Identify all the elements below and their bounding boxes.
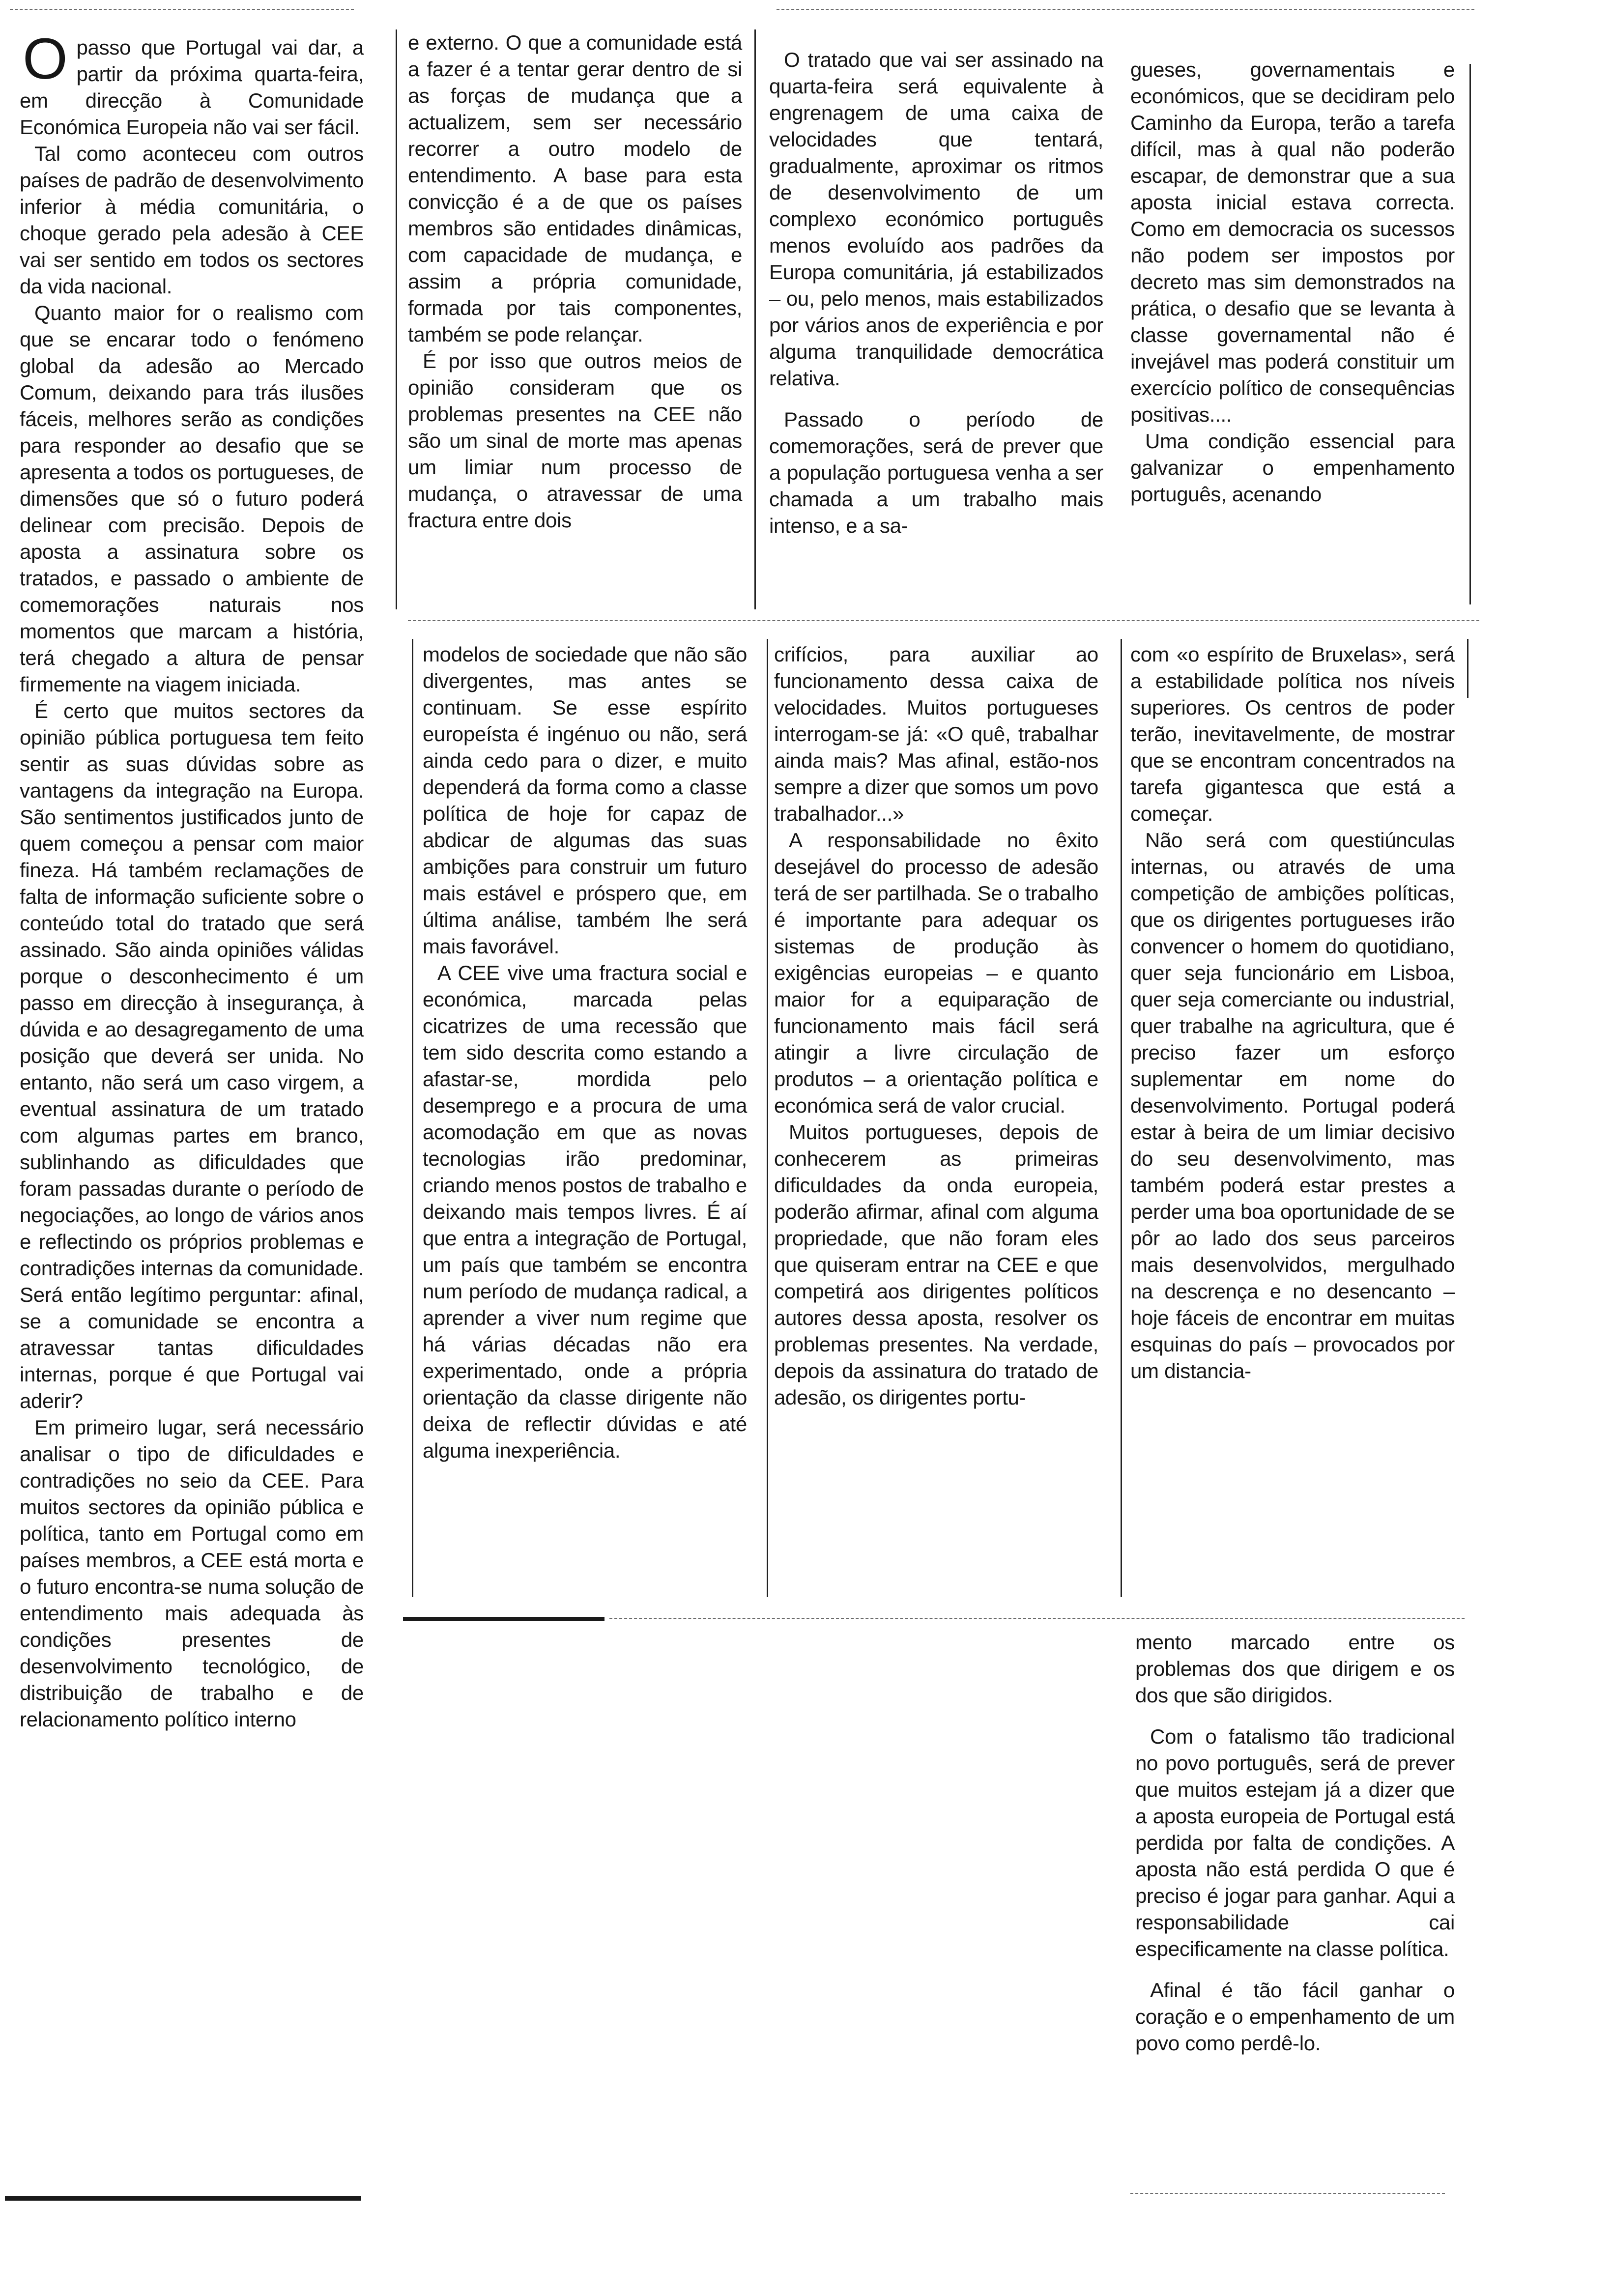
column-3-top	[769, 47, 1103, 539]
paragraph: com «o espírito de Bruxelas», será a estabilidade política nos níveis superiores. Os centros de poder terão, inevitavelmente, de mostrar que se encontram concentrados na tarefa gigantesca que está a começar.	[1130, 643, 1455, 825]
paragraph: Tal como aconteceu com outros países de padrão de desenvolvimento inferior à média comunitária, o choque gerado pela adesão à CEE vai ser sentido em todos os sectores da vida nacional.	[20, 142, 364, 298]
top-rule-left	[10, 9, 354, 10]
paragraph: Com o fatalismo tão tradicional no povo português, será de prever que muitos estejam já a dizer que a aposta europeia de Portugal está perdida por falta de condições. A aposta não está perdida O que é preciso é jogar para ganhar. Aqui a responsabilidade cai especificamente na classe política.	[1135, 1725, 1455, 1960]
section-rule-heavy	[403, 1617, 604, 1621]
paragraph: O tratado que vai ser assinado na quarta-feira será equivalente à engrenagem de uma caixa de velocidades que tentará, gradualmente, aproximar os ritmos de desenvolvimento de um complexo económico português menos evoluído aos padrões da Europa comunitária, já estabilizados – ou, pelo menos, mais estabilizados por vários anos de experiência e por alguma tranquilidade democrática relativa.	[769, 48, 1103, 390]
column-1	[20, 27, 364, 1733]
paragraph: Em primeiro lugar, será necessário analisar o tipo de dificuldades e contradições no seio da CEE. Para muitos sectores da opinião pública e política, tanto em Portugal como em países membros, a CEE está morta e o futuro encontra-se numa solução de entendimento mais adequada às condições presentes de desenvolvimento tecnológico, de distribuição de trabalho e de relacionamento político interno	[20, 1416, 364, 1731]
column-divider	[767, 639, 768, 1597]
bottom-rule-heavy	[5, 2196, 361, 2201]
paragraph: mento marcado entre os problemas dos que dirigem e os dos que são dirigidos.	[1135, 1631, 1455, 1707]
paragraph: gueses, governamentais e económicos, que se decidiram pelo Caminho da Europa, terão a tarefa difícil, mas à qual não poderão escapar, de demonstrar que a sua aposta inicial estava correcta. Como em democracia os sucessos não podem ser impostos por decreto mas sim demonstrados na prática, o desafio que se levanta à classe governamental não é invejável mas poderá constituir um exercício político de consequências positivas....	[1130, 58, 1455, 426]
column-2-top	[408, 29, 742, 534]
column-2-bottom	[423, 641, 747, 1464]
column-4-bottom	[1135, 1629, 1455, 2057]
paragraph: e externo. O que a comunidade está a fazer é a tentar gerar dentro de si as forças de mudança que a actualizem, sem ser necessário recorrer a outro modelo de entendimento. A base para esta convicção é a de que os países membros são entidades dinâmicas, com capacidade de mudança, e assim a própria comunidade, formada por tais componentes, também se pode relançar.	[408, 31, 742, 346]
paragraph: modelos de sociedade que não são divergentes, mas antes se continuam. Se esse espírito europeísta é ingénuo ou não, será ainda cedo para o dizer, e muito dependerá da forma como a classe política de hoje for capaz de abdicar de algumas das suas ambições para construir um futuro mais estável e próspero que, em última análise, também lhe será mais favorável.	[423, 643, 747, 958]
paragraph: Uma condição essencial para galvanizar o empenhamento português, acenando	[1130, 430, 1455, 506]
paragraph: Passado o período de comemorações, será de prever que a população portuguesa venha a ser chamada a um trabalho mais intenso, e a sa-	[769, 408, 1103, 537]
column-divider	[1121, 639, 1122, 1597]
paragraph: Quanto maior for o realismo com que se encarar todo o fenómeno global da adesão ao Mercado Comum, deixando para trás ilusões fáceis, melhores serão as condições para responder ao desafio que se apresenta a todos os portugueses, de dimensões que só o futuro poderá delinear com precisão. Depois de aposta a assinatura sobre os tratados, e passado o ambiente de comemorações naturais nos momentos que marcam a história, terá chegado a altura de pensar firmemente na viagem iniciada.	[20, 301, 364, 696]
section-rule	[408, 620, 1479, 621]
paragraph: Muitos portugueses, depois de conhecerem as primeiras dificuldades da onda europeia, poderão afirmar, afinal com alguma propriedade, que não foram eles que quiseram entrar na CEE e que competirá aos dirigentes políticos autores dessa aposta, resolver os problemas presentes. Na verdade, depois da assinatura do tratado de adesão, os dirigentes portu-	[774, 1120, 1098, 1409]
paragraph: Afinal é tão fácil ganhar o coração e o empenhamento de um povo como perdê-lo.	[1135, 1979, 1455, 2055]
paragraph: A CEE vive uma fractura social e económica, marcada pelas cicatrizes de uma recessão que tem sido descrita como estando a afastar-se, mordida pelo desemprego e a procura de uma acomodação em que as novas tecnologias irão predominar, criando menos postos de trabalho e deixando mais tempos livres. É aí que entra a integração de Portugal, um país que também se encontra num período de mudança radical, a aprender a viver num regime que há várias décadas não era experimentado, onde a própria orientação da classe dirigente não deixa de reflectir dúvidas e até alguma inexperiência.	[423, 961, 747, 1462]
section-rule	[609, 1618, 1465, 1619]
column-3-bottom	[774, 641, 1098, 1411]
top-rule-right	[777, 9, 1474, 10]
opening-paragraph: Opasso que Portugal vai dar, a partir da próxima quarta-feira, em direcção à Comunidade Económica Europeia não vai ser fácil.	[20, 27, 364, 139]
paragraph: Não será com questiúnculas internas, ou através de uma competição de ambições políticas, que os dirigentes portugueses irão convencer o homem do quotidiano, quer seja funcionário em Lisboa, quer seja comerciante ou industrial, quer trabalhe na agricultura, que é preciso fazer um esforço suplementar em nome do desenvolvimento. Portugal poderá estar à beira de um limiar decisivo do seu desenvolvimento, mas também poderá estar prestes a perder uma boa oportunidade de se pôr ao lado dos seus parceiros mais desenvolvidos, mergulhado na descrença e no desencanto – hoje fáceis de encontrar em muitas esquinas do país – provocados por um distancia-	[1130, 829, 1455, 1382]
paragraph: A responsabilidade no êxito desejável do processo de adesão terá de ser partilhada. Se o trabalho é importante para adequar os sistemas de produção às exigências europeias – e quanto maior for a equiparação de funcionamento mais fácil será atingir a livre circulação de produtos – a orientação política e económica será de valor crucial.	[774, 829, 1098, 1117]
paragraph: É por isso que outros meios de opinião consideram que os problemas presentes na CEE não são um sinal de morte mas apenas um limiar num processo de mudança, o atravessar de uma fractura entre dois	[408, 349, 742, 532]
column-4-top	[1130, 57, 1455, 508]
paragraph: crifícios, para auxiliar ao funcionamento dessa caixa de velocidades. Muitos portugueses interrogam-se já: «O quê, trabalhar ainda mais? Mas afinal, estão-nos sempre a dizer que somos um povo trabalhador...»	[774, 643, 1098, 825]
column-4-mid	[1130, 641, 1455, 1384]
drop-cap: O	[23, 27, 68, 91]
column-divider	[396, 29, 397, 609]
bottom-rule	[1130, 2193, 1445, 2194]
column-divider	[1467, 639, 1468, 698]
paragraph: É certo que muitos sectores da opinião pública portuguesa tem feito sentir as suas dúvidas sobre as vantagens da integração na Europa. São sentimentos justificados junto de quem começou a pensar com maior fineza. Há também reclamações de falta de informação suficiente sobre o conteúdo total do tratado que será assinado. São ainda opiniões válidas porque o desconhecimento é um passo em direcção à insegurança, à dúvida e ao desagregamento de uma posição que deverá ser unida. No entanto, não será um caso virgem, a eventual assinatura de um tratado com algumas partes em branco, sublinhando as dificuldades que foram passadas durante o período de negociações, ao longo de vários anos e reflectindo os próprios problemas e contradições internas da comunidade. Será então legítimo perguntar: afinal, se a comunidade se encontra a atravessar tantas dificuldades internas, porque é que Portugal vai aderir?	[20, 699, 364, 1412]
column-divider	[1469, 64, 1471, 604]
column-divider	[754, 29, 756, 609]
column-divider	[412, 639, 413, 1597]
